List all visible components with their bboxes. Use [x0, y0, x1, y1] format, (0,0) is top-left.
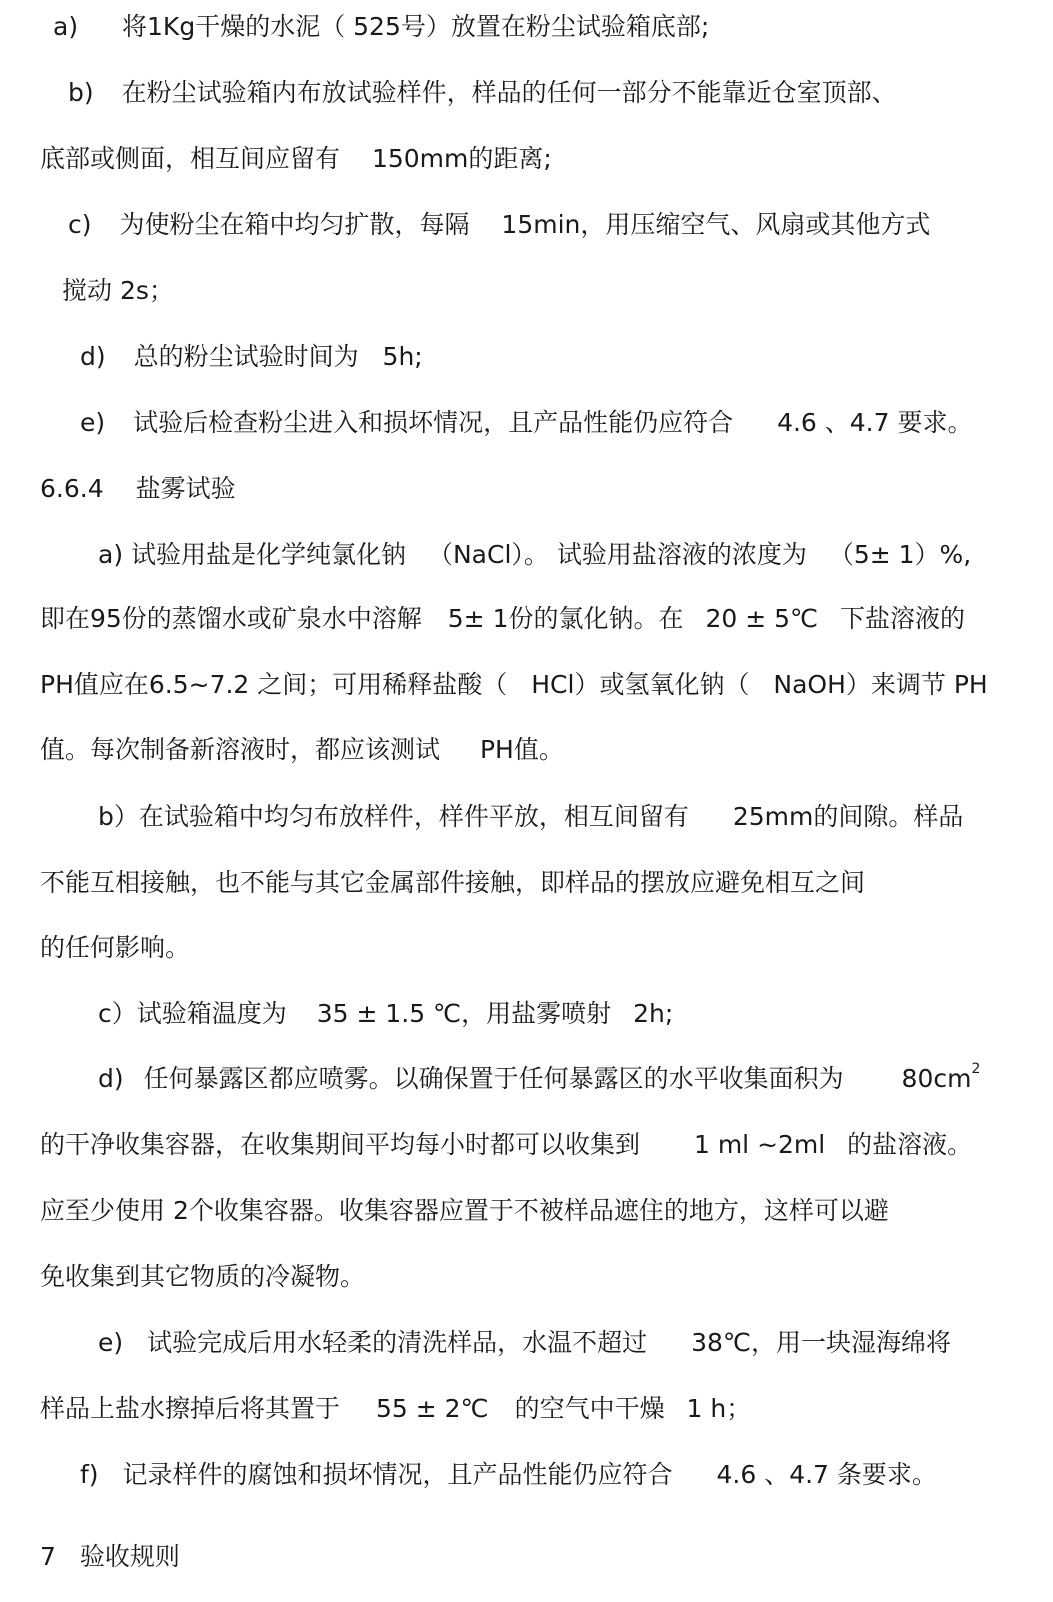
line-text: 4.6 、4.7 要求。	[777, 408, 973, 437]
line-text: b）在试验箱中均匀布放样件，样件平放，相互间留有	[98, 802, 689, 831]
line-text: 记录样件的腐蚀和损坏情况，且产品性能仍应符合	[122, 1460, 673, 1489]
text-line-dust-c	[0, 208, 930, 242]
line-text: 15min，用压缩空气、风扇或其他方式	[501, 210, 931, 239]
line-text: 35 ± 1.5 ℃，用盐雾喷射	[316, 999, 612, 1028]
line-text: 1 ml ~2ml	[693, 1130, 826, 1159]
line-text: 不能互相接触，也不能与其它金属部件接触，即样品的摆放应避免相互之间	[40, 868, 866, 897]
line-text: a) 试验用盐是化学纯氯化钠	[98, 540, 407, 569]
line-text: PH值。	[479, 735, 564, 764]
section-number: 6.6.4	[40, 474, 104, 503]
text-line-dust-d	[0, 340, 423, 374]
line-text: 在粉尘试验箱内布放试验样件，样品的任何一部分不能靠近仓室顶部、	[121, 78, 897, 107]
line-text: 的任何影响。	[40, 933, 191, 962]
text-line-salt-b-cont2	[0, 931, 190, 965]
line-text: c）试验箱温度为	[98, 999, 287, 1028]
item-marker: b)	[68, 78, 94, 107]
line-text: PH值应在6.5~7.2 之间；可用稀释盐酸（	[40, 670, 508, 699]
item-marker: e)	[80, 408, 106, 437]
line-text: 样品上盐水擦掉后将其置于	[40, 1394, 341, 1423]
section-number: 7	[40, 1542, 56, 1571]
section-heading-7	[0, 1540, 180, 1574]
line-text: 25mm的间隙。样品	[732, 802, 964, 831]
text-line-salt-a-cont1	[0, 602, 965, 636]
text-line-dust-a	[0, 10, 709, 44]
text-line-salt-e-cont	[0, 1392, 751, 1426]
text-line-salt-a	[0, 538, 971, 572]
line-text: 试验完成后用水轻柔的清洗样品，水温不超过	[147, 1328, 648, 1357]
line-text: 2h;	[633, 999, 674, 1028]
line-text: 将1Kg干燥的水泥（ 525号）放置在粉尘试验箱底部;	[122, 12, 710, 41]
text-line-salt-d-cont2	[0, 1194, 889, 1228]
line-text: 55 ± 2℃	[375, 1394, 489, 1423]
item-marker: d)	[98, 1064, 124, 1093]
text-line-salt-a-cont3	[0, 733, 564, 767]
line-text: 免收集到其它物质的冷凝物。	[40, 1262, 366, 1291]
line-text: 即在95份的蒸馏水或矿泉水中溶解	[40, 604, 422, 633]
superscript: 2	[971, 1061, 981, 1077]
section-title: 验收规则	[79, 1542, 180, 1571]
text-line-salt-e	[0, 1326, 951, 1360]
line-text: 下盐溶液的	[840, 604, 966, 633]
text-line-salt-d-cont1	[0, 1128, 972, 1162]
text-line-salt-f	[0, 1458, 937, 1492]
line-text: 20 ± 5℃	[705, 604, 819, 633]
item-marker: f)	[80, 1460, 99, 1489]
text-line-dust-c-cont	[0, 274, 174, 308]
text-line-dust-e	[0, 406, 972, 440]
text-line-salt-b	[0, 800, 963, 834]
line-text: 底部或侧面，相互间应留有	[40, 144, 341, 173]
text-line-salt-a-cont2	[0, 668, 988, 702]
item-marker: c)	[68, 210, 92, 239]
line-text: 应至少使用 2个收集容器。收集容器应置于不被样品遮住的地方，这样可以避	[40, 1196, 889, 1225]
text-line-salt-d	[0, 1062, 980, 1096]
item-marker: a)	[53, 12, 79, 41]
line-text: 的干净收集容器，在收集期间平均每小时都可以收集到	[40, 1130, 641, 1159]
line-text: （5± 1）%,	[828, 540, 972, 569]
item-marker: d)	[80, 342, 106, 371]
line-text: 为使粉尘在箱中均匀扩散，每隔	[119, 210, 470, 239]
line-text: HCl）或氢氧化钠（	[531, 670, 750, 699]
line-text: 试验后检查粉尘进入和损坏情况，且产品性能仍应符合	[133, 408, 734, 437]
line-text: 80cm	[901, 1064, 972, 1093]
line-text: 150mm的距离;	[371, 144, 552, 173]
line-text: 1 h；	[686, 1394, 752, 1423]
line-text: 5h;	[382, 342, 423, 371]
text-line-dust-b	[0, 76, 897, 110]
line-text: 搅动 2s；	[62, 276, 174, 305]
line-text: 4.6 、4.7 条要求。	[716, 1460, 937, 1489]
line-text: 值。每次制备新溶液时，都应该测试	[40, 735, 441, 764]
text-line-salt-d-cont3	[0, 1260, 365, 1294]
text-line-salt-b-cont1	[0, 866, 865, 900]
line-text: 的空气中干燥	[514, 1394, 665, 1423]
line-text: （NaCl）。 试验用盐溶液的浓度为	[427, 540, 807, 569]
item-marker: e)	[98, 1328, 124, 1357]
line-text: NaOH）来调节 PH	[773, 670, 988, 699]
line-text: 38℃，用一块湿海绵将	[691, 1328, 951, 1357]
section-title: 盐雾试验	[135, 474, 236, 503]
line-text: 任何暴露区都应喷雾。以确保置于任何暴露区的水平收集面积为	[143, 1064, 844, 1093]
text-line-dust-b-cont	[0, 142, 552, 176]
section-heading-664	[0, 472, 236, 506]
line-text: 5± 1份的氯化钠。在	[447, 604, 684, 633]
line-text: 总的粉尘试验时间为	[133, 342, 359, 371]
text-line-salt-c	[0, 997, 673, 1031]
line-text: 的盐溶液。	[847, 1130, 973, 1159]
